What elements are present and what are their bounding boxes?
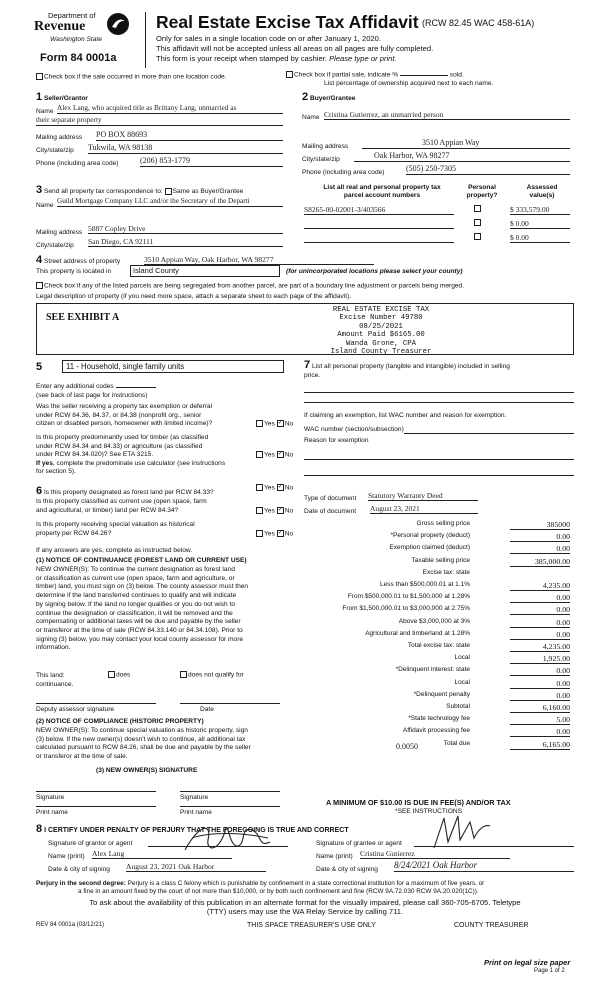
wac-label: WAC number (section/subsection) xyxy=(304,426,404,433)
fee-row xyxy=(300,679,570,690)
reason-label: Reason for exemption xyxy=(304,437,369,444)
doc-type-field[interactable]: Statutory Warranty Deed xyxy=(368,491,478,501)
owner-sig-line-1 xyxy=(36,791,156,792)
section7-text: 7 List all personal property (tangible and intangible) included in selling price. xyxy=(304,359,510,379)
does-check[interactable]: does xyxy=(108,671,130,679)
page-number: Page 1 of 2 xyxy=(534,968,565,974)
owner-sig-label-1: Signature xyxy=(36,794,65,801)
forest-no-checkbox[interactable]: ✓ xyxy=(277,484,283,490)
parcel-row xyxy=(304,233,574,245)
fee-label: Gross selling price xyxy=(416,520,470,527)
parcel-col2-header: Personal property? xyxy=(466,184,498,199)
county-treasurer: COUNTY TREASURER xyxy=(454,922,529,929)
doc-date-label: Date of document xyxy=(304,508,357,515)
current-use-no-checkbox[interactable]: ✓ xyxy=(277,507,283,513)
parcel-col3-header: Assessed value(s) xyxy=(526,184,558,199)
corr-mailing-label: Mailing address xyxy=(36,229,83,236)
fee-row xyxy=(300,605,570,616)
assessed-value[interactable]: $ 0.00 xyxy=(510,233,570,243)
multi-location-checkbox[interactable] xyxy=(36,73,43,80)
located-label: This property is located in xyxy=(36,268,112,275)
corr-city-field[interactable]: San Diego, CA 92111 xyxy=(88,237,283,247)
fee-row xyxy=(300,532,570,543)
rev-number: REV 84 0001a (03/12/21) xyxy=(36,922,105,928)
q1-yes-checkbox[interactable] xyxy=(256,420,263,427)
fee-row xyxy=(300,630,570,641)
fee-label: Excise tax: state xyxy=(422,568,470,576)
q1-no-checkbox[interactable]: ✓ xyxy=(277,420,283,426)
seller-name-field[interactable]: Alex Lang, who acquired title as Brittany Lang, unmarried as xyxy=(57,104,283,114)
q1-yesno[interactable]: Yes ✓ No xyxy=(256,420,293,428)
owner-print-label-2: Print name xyxy=(180,809,212,816)
buyer-heading: 2 Buyer/Grantee xyxy=(302,91,356,103)
buyer-city-label: City/state/zip xyxy=(302,156,340,163)
parcel-row xyxy=(304,219,574,231)
seller-mailing-field[interactable]: PO BOX 88693 xyxy=(96,130,283,141)
additional-codes: Enter any additional codes xyxy=(36,383,156,391)
q1-text: Was the seller receiving a property tax exemption or deferral under RCW 84.36, 84.37, or 84.38 (nonprofit org., senior citizen or disabled person, homeowner with limited income)? xyxy=(36,403,213,427)
s6-q1-yesno[interactable]: Yes ✓ No xyxy=(256,484,293,492)
fee-row xyxy=(300,544,570,555)
segregated-checkbox[interactable] xyxy=(36,282,43,289)
does-not-check[interactable]: does not qualify for xyxy=(180,671,244,679)
fee-row xyxy=(300,691,570,702)
fee-row xyxy=(300,715,570,726)
fee-value[interactable]: 0.00 xyxy=(510,727,570,737)
personal-property-checkbox[interactable] xyxy=(474,205,481,212)
fee-value[interactable]: 0.00 xyxy=(510,618,570,628)
street-row: 4 Street address of property xyxy=(36,254,121,266)
exemption-claim: If claiming an exemption, list WAC number and reason for exemption. xyxy=(304,412,507,419)
fee-row xyxy=(300,569,570,580)
header-note1: Only for sales in a single location code on or after January 1, 2020. xyxy=(156,34,381,43)
q2-yes-checkbox[interactable] xyxy=(256,451,263,458)
agency-line2: Revenue xyxy=(34,19,86,34)
certify: 8 I CERTIFY UNDER PENALTY OF PERJURY THAT THE FOREGOING IS TRUE AND CORRECT xyxy=(36,823,349,835)
grantee-sig-label: Signature of grantee or agent xyxy=(316,840,402,847)
continuance-word: continuance. xyxy=(36,681,74,688)
fee-row xyxy=(300,557,570,568)
fee-label: Above $3,000,000 at 3% xyxy=(398,617,470,625)
pp-line-1 xyxy=(304,392,574,393)
historic-yes-checkbox[interactable] xyxy=(256,530,263,537)
grantee-date-label: Date & city of signing xyxy=(316,866,378,873)
alt-format: To ask about the availability of this publication in an alternate format for the visually impaired, please call 360-705-6705. Teletype (TTY) users may use the WA Relay Service by calling 711. xyxy=(89,898,521,916)
fee-label: Subtotal xyxy=(446,703,470,710)
perjury-text: Perjury in the second degree: Perjury is a class C felony which is punishable by confinement in a state correctional institution for a maximum of five years, or a fine in an amount fixed by the court of not more than $10,000, or by both such confinement and fine (RCW 9A.72.030 RCW 9A.20.020(1C)). xyxy=(36,880,485,896)
continuance-heading: (1) NOTICE OF CONTINUANCE (FOREST LAND OR CURRENT USE) xyxy=(36,557,247,564)
treasurer-stamp: REAL ESTATE EXCISE TAX Excise Number 49780 08/25/2021 Amount Paid $6165.00 Wanda Grone, CPA Island County Treasurer xyxy=(330,306,432,356)
grantor-date-field[interactable]: August 23, 2021 Oak Harbor xyxy=(126,862,266,872)
fee-value[interactable]: 0.00 xyxy=(510,630,570,640)
corr-name-label: Name xyxy=(36,202,54,209)
grantor-name-label: Name (print) xyxy=(48,853,85,860)
fee-label: *Personal property (deduct) xyxy=(390,532,470,540)
fee-value[interactable]: 0.00 xyxy=(510,691,570,701)
grantor-name-field[interactable]: Alex Lang xyxy=(92,849,232,859)
county-select[interactable]: Island County xyxy=(130,265,280,277)
compliance-heading: (2) NOTICE OF COMPLIANCE (HISTORIC PROPERTY) xyxy=(36,718,204,725)
s6-q3: Is this property receiving special valuation as historical property per RCW 84.26? xyxy=(36,521,195,537)
form-number: Form 84 0001a xyxy=(40,52,117,64)
fee-label: Taxable selling price xyxy=(411,556,470,564)
corr-name-field[interactable]: Guild Mortgage Company LLC and/or the Secretary of the Departi xyxy=(57,197,283,207)
statute: (RCW 82.45 WAC 458-61A) xyxy=(422,18,535,28)
buyer-phone-field[interactable]: (505) 250-7305 xyxy=(406,164,570,175)
fee-value[interactable]: 0.00 xyxy=(510,532,570,542)
fee-row xyxy=(300,642,570,653)
fee-value[interactable]: 385,000.00 xyxy=(510,557,570,567)
seller-name-field-2[interactable]: their separate property xyxy=(36,116,283,126)
seller-heading: 1 Seller/Grantor xyxy=(36,91,88,103)
owner-sig-label-2: Signature xyxy=(180,794,209,801)
if-any: If any answers are yes, complete as instructed below. xyxy=(36,547,193,554)
fee-value[interactable]: 5.00 xyxy=(510,715,570,725)
grantee-signature-icon xyxy=(430,812,494,852)
see-back: (see back of last page for instructions) xyxy=(36,392,148,399)
buyer-name-label: Name xyxy=(302,114,320,121)
grantee-name-label: Name (print) xyxy=(316,853,353,860)
seller-city-label: City/state/zip xyxy=(36,147,74,154)
fee-label: Exemption claimed (deduct) xyxy=(389,544,470,552)
deputy-sig-line xyxy=(36,703,156,704)
seller-phone-field[interactable]: (206) 853-1779 xyxy=(140,156,283,167)
fee-row xyxy=(300,654,570,665)
compliance-text: NEW OWNER(S): To continue special valuation as historic property, sign (3) below. If the new owner(s) doesn't wish to continue, all additional tax calculated pursuant to RCW 84.26, shall be due and payable by the seller or transferor at the time of sale. xyxy=(36,727,251,761)
agency-line3: Washington State xyxy=(50,36,102,43)
corr-mailing-field[interactable]: 5887 Copley Drive xyxy=(88,224,283,234)
agency-line1: Department of xyxy=(48,11,96,20)
wac-field[interactable] xyxy=(404,433,574,434)
ownership-note: List percentage of ownership acquired next to each name. xyxy=(324,80,494,87)
fee-label: Total excise tax: state xyxy=(407,642,470,649)
fee-value[interactable]: 6,165.00 xyxy=(510,740,570,750)
partial-sale-checkbox[interactable] xyxy=(286,71,293,78)
buyer-mailing-field[interactable]: 3510 Appian Way xyxy=(362,138,570,149)
this-land: This land: xyxy=(36,672,65,679)
see-instructions: *SEE INSTRUCTIONS xyxy=(395,808,463,815)
owner-print-line-1 xyxy=(36,806,156,807)
fee-label: From $1,500,000.01 to $3,000,000 at 2.75% xyxy=(342,605,470,613)
multi-location-check[interactable]: Check box if the sale occurred in more than one location code. xyxy=(36,73,227,81)
dor-logo-icon xyxy=(106,12,130,36)
same-as-buyer-checkbox[interactable] xyxy=(165,188,172,195)
fee-row xyxy=(300,593,570,604)
assessed-value[interactable]: $ 333,579.00 xyxy=(510,205,570,215)
header-note3: This form is your receipt when stamped by cashier. Please type or print. xyxy=(156,54,397,63)
fee-value[interactable]: 0.00 xyxy=(510,544,570,554)
does-not-checkbox[interactable] xyxy=(180,671,187,678)
deputy-label: Deputy assessor signature xyxy=(36,706,115,713)
reason-line-2[interactable] xyxy=(304,475,574,476)
fee-value[interactable]: 0.00 xyxy=(510,679,570,689)
historic-no-checkbox[interactable]: ✓ xyxy=(277,530,283,536)
deputy-date-line xyxy=(180,703,280,704)
reason-line-1[interactable] xyxy=(304,459,574,460)
fee-label: Affidavit processing fee xyxy=(402,727,470,735)
header-note2: This affidavit will not be accepted unless all areas on all pages are fully completed. xyxy=(156,44,434,53)
fee-row xyxy=(300,727,570,738)
parcel-col1-header: List all real and personal property tax parcel account numbers xyxy=(323,184,441,199)
doc-date-field[interactable]: August 23, 2021 xyxy=(370,504,478,514)
fee-value[interactable]: 4,235.00 xyxy=(510,581,570,591)
fee-row xyxy=(300,703,570,714)
s6-q1: 6 Is this property designated as forest land per RCW 84.33? xyxy=(36,485,214,497)
assessed-value[interactable]: $ 0.00 xyxy=(510,219,570,229)
fee-label: Local xyxy=(454,678,470,686)
s6-q2-yesno[interactable]: Yes ✓ No xyxy=(256,507,293,515)
s6-q2: Is this property classified as current use (open space, farm and agricultural, or timber) land per RCW 84.34? xyxy=(36,498,207,514)
fee-row xyxy=(300,666,570,677)
fee-label: Agricultural and timberland at 1.28% xyxy=(365,629,470,637)
fee-value[interactable]: 6,160.00 xyxy=(510,703,570,713)
does-checkbox[interactable] xyxy=(108,671,115,678)
parcel-number[interactable]: S8265-00-02001-3/403566 xyxy=(304,205,454,215)
section5-num: 5 xyxy=(36,361,43,373)
street-field[interactable]: 3510 Appian Way, Oak Harbor, WA 98277 xyxy=(144,255,374,265)
grantee-date-field[interactable]: 8/24/2021 Oak Harbor xyxy=(394,860,574,872)
partial-sale-check[interactable]: Check box if partial sale, indicate % sold. xyxy=(286,71,464,79)
legal-desc-label: Legal description of property (if you need more space, attach a separate sheet to each page of the affidavit). xyxy=(36,293,352,300)
fee-label: Total due xyxy=(443,739,470,747)
fee-label: *Delinquent interest: state xyxy=(395,666,470,674)
seller-phone-label: Phone (including area code) xyxy=(36,160,119,167)
personal-property-checkbox[interactable] xyxy=(474,219,481,226)
seller-name-label: Name xyxy=(36,108,54,115)
buyer-mailing-label: Mailing address xyxy=(302,143,349,150)
correspondence-heading: 3 Send all property tax correspondence to: Same as Buyer/Grantee xyxy=(36,184,244,196)
owner-sig-line-2 xyxy=(180,791,280,792)
grantor-date-label: Date & city of signing xyxy=(48,866,110,873)
fee-row xyxy=(300,581,570,592)
fee-row xyxy=(300,520,570,531)
unincorporated-note: (for unincorporated locations please select your county) xyxy=(286,268,463,275)
new-owner-sig-heading: (3) NEW OWNER(S) SIGNATURE xyxy=(96,767,198,774)
segregated-check[interactable]: Check box if any of the listed parcels are being segregated from another parcel, are part of a boundary line adjustment or parcels being merged. xyxy=(36,282,464,290)
use-code-select[interactable]: 11 - Household, single family units xyxy=(62,360,284,373)
deputy-date-label: Date xyxy=(200,706,214,713)
fee-label: *State technology fee xyxy=(408,715,470,723)
dor-logo xyxy=(10,8,130,48)
buyer-phone-label: Phone (including area code) xyxy=(302,169,385,176)
q2-text: Is this property predominantly used for timber (as classified under RCW 84.34 and 84.33) or agriculture (as classified under RCW 84.34.020)? See ETA 3215. If yes, complete the predominate use calculator (see instructions for section 5). xyxy=(36,434,226,475)
legal-desc-box[interactable] xyxy=(36,303,574,355)
fee-value[interactable]: 0.00 xyxy=(510,605,570,615)
buyer-city-field[interactable]: Oak Harbor, WA 98277 xyxy=(354,151,570,162)
fee-label: Less than $500,000.01 at 1.1% xyxy=(380,581,470,588)
s6-q3-yesno[interactable]: Yes ✓ No xyxy=(256,530,293,538)
personal-property-checkbox[interactable] xyxy=(474,233,481,240)
q2-yesno[interactable]: Yes ✓ No xyxy=(256,451,293,459)
fee-value[interactable]: 385000 xyxy=(510,520,570,530)
grantor-sig-label: Signature of grantor or agent xyxy=(48,840,133,847)
seller-mailing-label: Mailing address xyxy=(36,134,83,141)
parcel-row xyxy=(304,205,574,217)
minimum-note: A MINIMUM OF $10.00 IS DUE IN FEE(S) AND/OR TAX xyxy=(326,798,511,807)
q2-no-checkbox[interactable]: ✓ xyxy=(277,451,283,457)
fee-row xyxy=(300,618,570,629)
parcel-number[interactable] xyxy=(304,219,454,229)
fee-label: Local xyxy=(454,654,470,662)
treasurer-use-only: THIS SPACE TREASURER'S USE ONLY xyxy=(247,922,376,929)
fee-value[interactable]: 0.00 xyxy=(510,666,570,676)
buyer-name-field[interactable]: Cristina Gutierrez, an unmarried person xyxy=(324,110,570,120)
fee-label: *Delinquent penalty xyxy=(413,690,470,698)
fee-row xyxy=(300,740,570,751)
local-rate: 0.0050 xyxy=(396,742,418,751)
header-divider xyxy=(145,12,146,68)
continuance-text: NEW OWNER(S): To continue the current designation as forest land or classification as current use (open space, farm and agriculture, or timber) land, you must sign on (3) below. The county assessor must then determine if the land transferred continues to qualify and will indicate by signing below. If the land no longer qualifies or you do not wish to continue the designation or classification, it will be removed and the compensating or additional taxes will be due and payable by the seller or transferor at the time of sale (RCW 84.33.140 or 84.34.108). Prior to signing (3) below, you may contact your local county assessor for more information. xyxy=(36,566,249,652)
owner-print-line-2 xyxy=(180,806,280,807)
current-use-yes-checkbox[interactable] xyxy=(256,507,263,514)
seller-city-field[interactable]: Tukwila, WA 98138 xyxy=(88,143,283,154)
fee-label: From $500,000.01 to $1,500,000 at 1.28% xyxy=(347,593,470,601)
doc-type-label: Type of document xyxy=(304,495,357,502)
pp-line-2 xyxy=(304,402,574,403)
page-title: Real Estate Excise Tax Affidavit xyxy=(156,12,419,32)
forest-yes-checkbox[interactable] xyxy=(256,484,263,491)
fee-value[interactable]: 0.00 xyxy=(510,593,570,603)
fee-value[interactable]: 4,235.00 xyxy=(510,642,570,652)
fee-value[interactable]: 1,925.00 xyxy=(510,654,570,664)
parcel-number[interactable] xyxy=(304,233,454,243)
owner-print-label-1: Print name xyxy=(36,809,68,816)
corr-city-label: City/state/zip xyxy=(36,242,74,249)
grantee-name-field[interactable]: Cristina Gutierrez xyxy=(360,849,510,859)
legal-desc-value: SEE EXHIBIT A xyxy=(46,312,120,323)
legal-paper-note: Print on legal size paper xyxy=(484,958,571,967)
